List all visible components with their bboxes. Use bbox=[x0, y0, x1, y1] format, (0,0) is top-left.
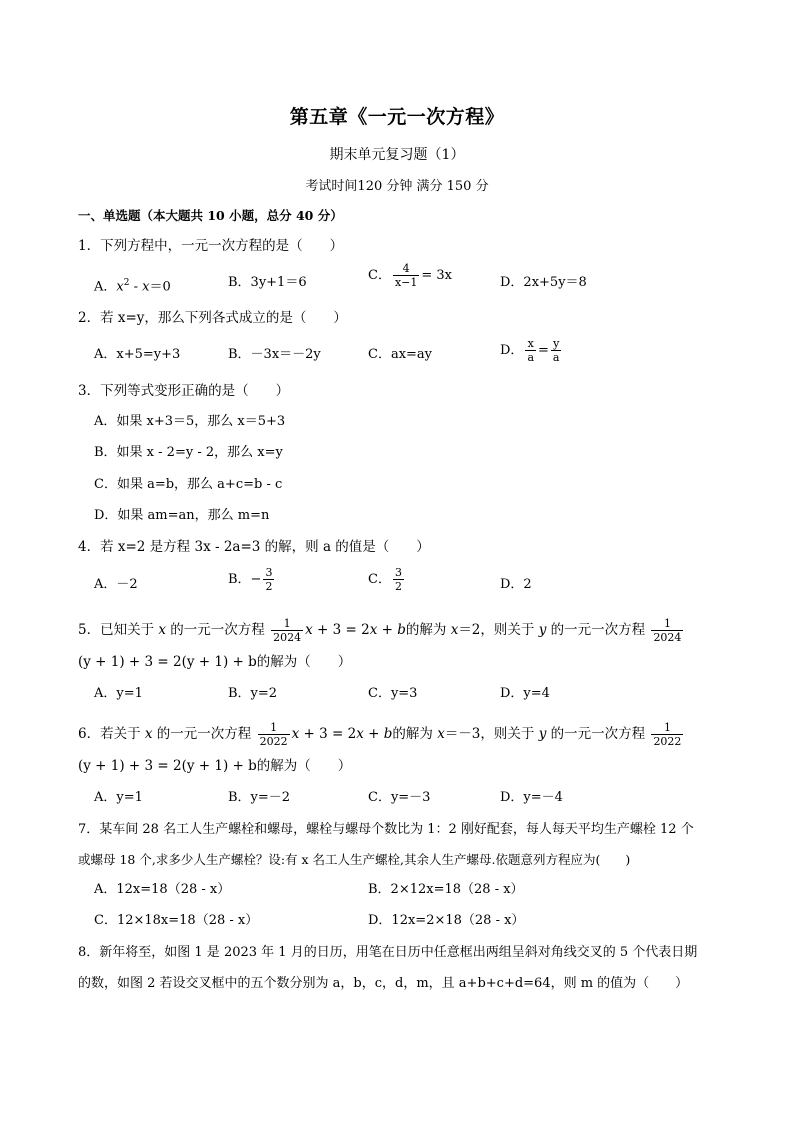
question-5-option-c: C．y=3 bbox=[368, 686, 418, 701]
question-5-option-b: B．y=2 bbox=[228, 686, 278, 701]
fraction-numerator: 4 bbox=[402, 262, 410, 275]
question-3-option-d: D．如果 am=an，那么 m=n bbox=[94, 508, 270, 523]
fraction-numerator: 1 bbox=[270, 721, 278, 734]
fraction-denominator: x−1 bbox=[394, 276, 418, 289]
fraction-numerator: 1 bbox=[663, 617, 671, 630]
fraction-denominator: a bbox=[552, 351, 560, 364]
question-6-stem-line1: 6．若关于 x 的一元一次方程 $\frac{1}{2022}$ x + 3 = 2x + b的解为 x＝－3，则关于 y 的一元一次方程 $\frac{1}{2022}$ bbox=[78, 721, 682, 748]
question-5-option-d: D．y=4 bbox=[500, 686, 550, 701]
question-1-option-a: A．$x^2 - x=0$ bbox=[94, 278, 171, 295]
question-7-option-c: C．12×18x=18（28 - x） bbox=[94, 913, 259, 928]
question-4-option-d: D．2 bbox=[500, 577, 532, 592]
question-2-option-c: C．ax=ay bbox=[368, 347, 433, 362]
question-7-stem-line1: 7．某车间 28 名工人生产螺栓和螺母，螺栓与螺母个数比为 1：2 刚好配套，每人每天平均生产螺栓 12 个 bbox=[78, 822, 694, 837]
fraction-denominator: 2024 bbox=[273, 631, 302, 644]
page-subtitle: 期末单元复习题（1） bbox=[329, 147, 465, 163]
fraction-denominator: 2022 bbox=[259, 735, 288, 748]
question-8-stem-line2: 的数，如图 2 若设交叉框中的五个数分别为 a，b，c，d，m，且 a+b+c+d=64，则 m 的值为（ ） bbox=[78, 976, 689, 991]
exam-meta: 考试时间120 分钟 满分 150 分 bbox=[305, 179, 489, 194]
question-5-stem-line1: 5．已知关于 x 的一元一次方程 $\frac{1}{2024}$ x + 3 = 2x + b的解为 x＝2，则关于 y 的一元一次方程 $\frac{1}{2024}$ bbox=[78, 617, 682, 644]
question-5-option-a: A．y=1 bbox=[94, 686, 143, 701]
question-3-stem: 3．下列等式变形正确的是（ ） bbox=[78, 383, 290, 399]
question-8-stem-line1: 8．新年将至，如图 1 是 2023 年 1 月的日历，用笔在日历中任意框出两组呈斜对角线交叉的 5 个代表日期 bbox=[78, 945, 698, 960]
question-7-option-a: A．12x=18（28 - x） bbox=[94, 882, 231, 897]
question-6-option-b: B．y=－2 bbox=[228, 790, 291, 805]
question-2-option-a: A．x+5=y+3 bbox=[94, 347, 181, 362]
fraction-numerator: y bbox=[553, 337, 560, 350]
fraction-numerator: 1 bbox=[283, 617, 291, 630]
question-2-stem: 2．若 x=y，那么下列各式成立的是（ ） bbox=[78, 310, 347, 326]
question-7-option-b: B．2×12x=18（28 - x） bbox=[368, 882, 524, 897]
question-2-option-d: D． $\frac{x}{a}$ = $\frac{y}{a}$ bbox=[500, 337, 560, 364]
fraction-denominator: 2024 bbox=[653, 631, 682, 644]
question-1-option-d: D．2x+5y＝8 bbox=[500, 275, 587, 290]
question-6-stem-line2: (y + 1) + 3 = 2(y + 1) + b的解为（ ） bbox=[78, 758, 352, 774]
question-4-stem: 4．若 x=2 是方程 3x - 2a=3 的解，则 a 的值是（ ） bbox=[78, 539, 430, 555]
question-1-option-b: B．3y+1＝6 bbox=[228, 275, 307, 290]
question-4-option-c: C． $\frac{3}{2}$ bbox=[368, 566, 402, 593]
question-6-option-c: C．y=－3 bbox=[368, 790, 431, 805]
question-2-option-b: B．－3x＝－2y bbox=[228, 347, 321, 362]
page-title: 第五章《一元一次方程》 bbox=[289, 106, 505, 128]
question-4-option-a: A．－2 bbox=[94, 577, 138, 592]
fraction-denominator: 2 bbox=[265, 580, 273, 593]
question-7-stem-line2: 或螺母 18 个,求多少人生产螺栓？设:有 x 名工人生产螺栓,其余人生产螺母.依题意列方程应为( ) bbox=[78, 852, 631, 867]
question-3-option-a: A．如果 x+3＝5，那么 x＝5+3 bbox=[94, 414, 286, 429]
question-3-option-c: C．如果 a=b，那么 a+c=b - c bbox=[94, 477, 283, 492]
question-1-stem: 1．下列方程中，一元一次方程的是（ ） bbox=[78, 238, 344, 254]
fraction-numerator: 3 bbox=[265, 566, 273, 579]
question-1-option-c: C． $\frac{4}{x-1}$ = 3x bbox=[368, 262, 453, 289]
fraction-numerator: x bbox=[527, 337, 534, 350]
fraction-denominator: 2 bbox=[394, 580, 402, 593]
fraction-rest: = 3x bbox=[421, 268, 453, 283]
question-6-option-a: A．y=1 bbox=[94, 790, 143, 805]
question-5-stem-line2: (y + 1) + 3 = 2(y + 1) + b的解为（ ） bbox=[78, 654, 352, 670]
question-6-option-d: D．y=－4 bbox=[500, 790, 563, 805]
question-3-option-b: B．如果 x - 2=y - 2，那么 x=y bbox=[94, 445, 283, 460]
question-4-option-b: B．− $\frac{3}{2}$ bbox=[228, 566, 273, 593]
fraction-numerator: 3 bbox=[394, 566, 402, 579]
question-7-option-d: D．12x=2×18（28 - x） bbox=[368, 913, 525, 928]
fraction-denominator: 2022 bbox=[653, 735, 682, 748]
fraction-numerator: 1 bbox=[663, 721, 671, 734]
fraction-denominator: a bbox=[527, 351, 534, 364]
section-heading: 一、单选题（本大题共 10 小题，总分 40 分） bbox=[78, 208, 343, 223]
